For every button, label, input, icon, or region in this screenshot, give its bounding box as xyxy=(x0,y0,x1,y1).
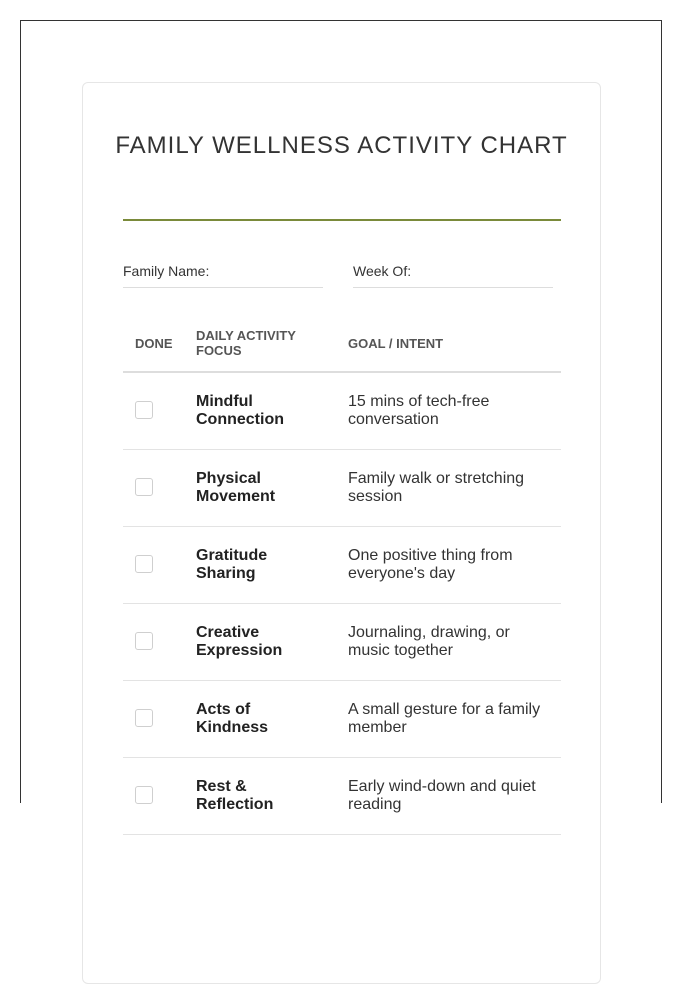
activity-chart-card xyxy=(82,82,601,984)
table-row xyxy=(123,604,561,681)
activity-goal: 15 mins of tech-free conversation xyxy=(348,393,490,428)
done-checkbox[interactable] xyxy=(135,478,153,496)
header-focus: DAILY ACTIVITY FOCUS xyxy=(196,328,296,358)
activity-focus: Acts of Kindness xyxy=(196,701,269,736)
done-checkbox[interactable] xyxy=(135,709,153,727)
activity-goal: Early wind-down and quiet reading xyxy=(348,778,536,813)
table-header xyxy=(123,321,561,373)
family-name-field[interactable] xyxy=(123,263,323,288)
activity-table xyxy=(123,321,561,835)
activity-goal: A small gesture for a family member xyxy=(348,701,541,736)
done-checkbox[interactable] xyxy=(135,632,153,650)
activity-focus: Mindful Connection xyxy=(196,393,284,428)
week-of-label: Week Of: xyxy=(353,263,412,279)
table-row xyxy=(123,681,561,758)
table-row xyxy=(123,373,561,450)
activity-focus: Rest & Reflection xyxy=(196,778,274,813)
activity-goal: Family walk or stretching session xyxy=(348,470,525,505)
page-title: FAMILY WELLNESS ACTIVITY CHART xyxy=(115,132,568,159)
activity-focus: Physical Movement xyxy=(196,470,276,505)
table-row xyxy=(123,450,561,527)
title-divider xyxy=(123,219,561,221)
done-checkbox[interactable] xyxy=(135,786,153,804)
table-row xyxy=(123,527,561,604)
activity-focus: Gratitude Sharing xyxy=(196,547,268,582)
done-checkbox[interactable] xyxy=(135,401,153,419)
page-frame xyxy=(20,20,662,813)
done-checkbox[interactable] xyxy=(135,555,153,573)
table-row xyxy=(123,758,561,835)
week-of-field[interactable] xyxy=(353,263,553,288)
family-name-label: Family Name: xyxy=(123,263,210,279)
activity-goal: Journaling, drawing, or music together xyxy=(348,624,510,659)
header-done: DONE xyxy=(135,336,173,351)
activity-goal: One positive thing from everyone's day xyxy=(348,547,513,582)
header-goal: GOAL / INTENT xyxy=(348,336,444,351)
activity-focus: Creative Expression xyxy=(196,624,283,659)
